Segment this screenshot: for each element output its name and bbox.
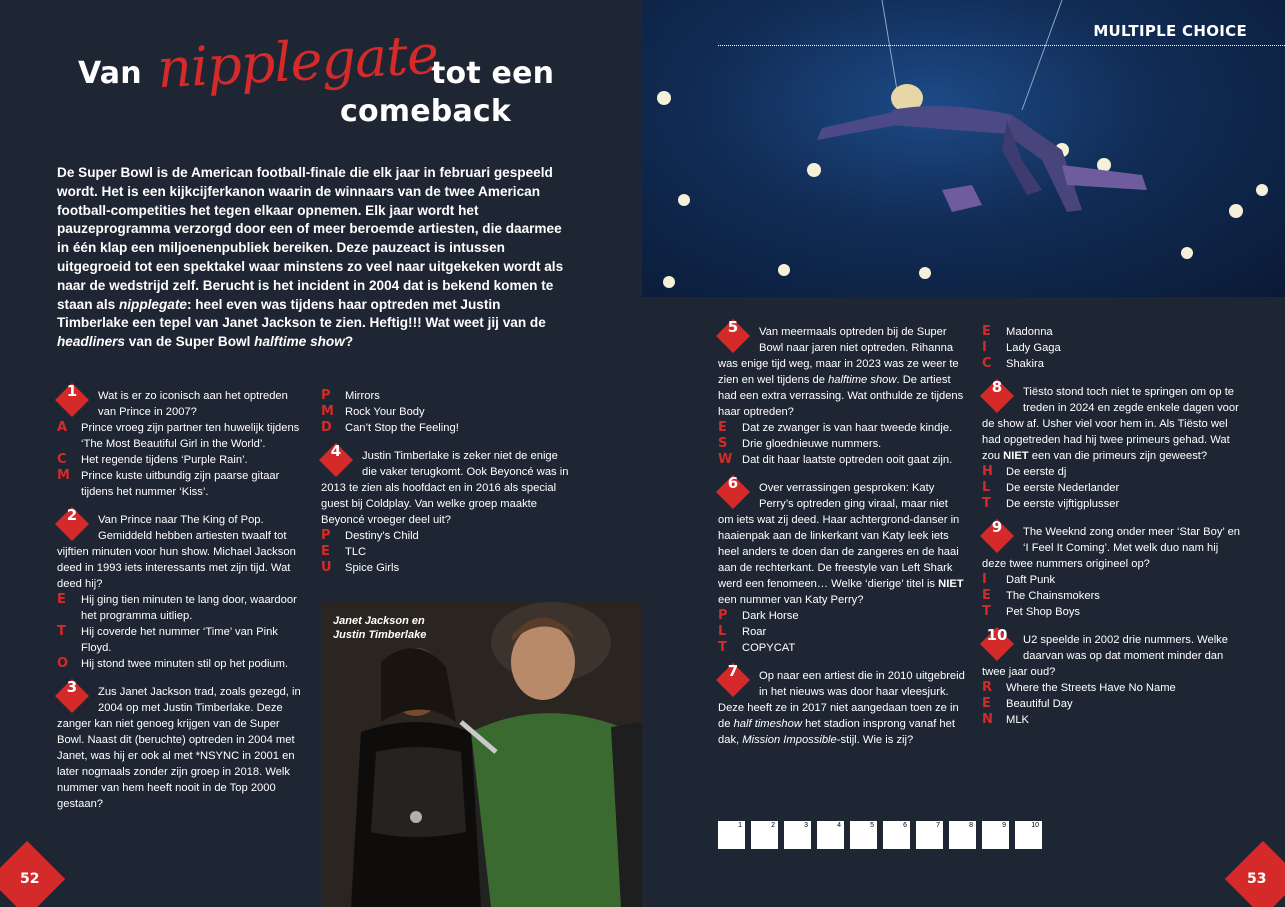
option-b[interactable]: I Lady Gaga: [982, 340, 1061, 355]
performers-illustration: [321, 602, 642, 907]
answer-box[interactable]: 1: [718, 821, 745, 849]
option-c[interactable]: T Pet Shop Boys: [982, 604, 1081, 619]
answer-box[interactable]: 10: [1015, 821, 1042, 849]
lady-gaga-photo: [642, 0, 1285, 297]
question-2: [57, 506, 305, 672]
question-3: [57, 678, 305, 812]
answer-box[interactable]: 8: [949, 821, 976, 849]
option-b[interactable]: T Hij coverde het nummer ‘Time’ van Pink Floyd.: [57, 624, 278, 654]
question-text: Tiësto stond toch niet te springen om op te treden in 2024 en zegde enkele dagen voor de show af. Usher viel voor hem in. Als Tiësto wel had opgetreden had hij twee primeurs gehad. Wat zou NIET een van die primeurs zijn geweest?: [982, 386, 1239, 462]
right-column-2: [982, 324, 1244, 740]
option-b[interactable]: L Roar: [718, 624, 767, 639]
option-c[interactable]: N MLK: [982, 712, 1030, 727]
question-6: [718, 474, 966, 656]
question-number-badge: 5: [715, 318, 751, 354]
question-10: [982, 626, 1244, 728]
title-script-word: nipplegate: [155, 22, 440, 101]
option-c[interactable]: D Can’t Stop the Feeling!: [321, 420, 459, 435]
answer-box[interactable]: 7: [916, 821, 943, 849]
question-text: Op naar een artiest die in 2010 uitgebreid in het nieuws was door haar vleesjurk. Deze heeft ze in 2017 niet aangedaan toen ze in de half timeshow het stadion insprong vanaf het dak, Mission Impossible-stijl. Wie is zij?: [718, 670, 965, 746]
option-a[interactable]: I Daft Punk: [982, 572, 1056, 587]
question-number-badge: 10: [979, 626, 1015, 662]
question-text: Justin Timberlake is zeker niet de enige die vaker terugkomt. Ook Beyoncé was in 2013 te zien als hoofdact en in 2016 als special guest bij Coldplay. Van welke groep maakte Beyoncé vroeger deel uit?: [321, 450, 569, 526]
question-text: Van Prince naar The King of Pop. Gemiddeld hebben artiesten twaalf tot vijftien minuten voor hun show. Michael Jackson deed in 1993 iets interessants met zijn tijd. Wat deed hij?: [57, 514, 296, 590]
title-part1: Van: [78, 56, 142, 91]
option-a[interactable]: H De eerste dj: [982, 464, 1067, 479]
option-b[interactable]: C Het regende tijdens ‘Purple Rain’.: [57, 452, 248, 467]
question-5: [718, 318, 966, 468]
option-c[interactable]: T De eerste vijftigplusser: [982, 496, 1120, 511]
option-a[interactable]: P Mirrors: [321, 388, 380, 403]
page-number-right: 53: [1222, 838, 1285, 907]
question-text: Over verrassingen gesproken: Katy Perry’s optreden ging viraal, maar niet om iets wat zij deed. Haar achtergrond-danser in haaienpak aan de linkerkant van Katy leek iets heel anders te doen dan de zangeres en de haai aan de rechterkant. De freestyle van Left Shark werd een fenomeen… Welke ‘dierige’ titel is NIET een nummer van Katy Perry?: [718, 482, 964, 606]
left-column-1: [57, 382, 305, 824]
question-number-badge: 8: [979, 378, 1015, 414]
answer-box[interactable]: 2: [751, 821, 778, 849]
question-text: Van meermaals optreden bij de Super Bowl naar jaren niet optreden. Rihanna was enige tijd weg, maar in 2023 was ze weer te zien en wel tijdens de halftime show. De artiest had een extra verrassing. Wat onthulde ze tijdens haar optreden?: [718, 326, 964, 418]
option-c[interactable]: O Hij stond twee minuten stil op het podium.: [57, 656, 289, 671]
janet-justin-photo: [321, 602, 642, 907]
option-a[interactable]: P Destiny’s Child: [321, 528, 419, 543]
title-part3: comeback: [340, 94, 512, 129]
photo-caption: Janet Jackson en Justin Timberlake: [333, 615, 427, 641]
question-number-badge: 7: [715, 662, 751, 698]
title-part2: tot een: [431, 56, 555, 91]
section-divider: [718, 45, 1285, 46]
question-number-badge: 3: [54, 678, 90, 714]
option-a[interactable]: E Dat ze zwanger is van haar tweede kindje.: [718, 420, 953, 435]
question-7-options: [982, 324, 1244, 372]
option-a[interactable]: P Dark Horse: [718, 608, 799, 623]
question-number-badge: 4: [318, 442, 354, 478]
answer-box[interactable]: 4: [817, 821, 844, 849]
left-page: [0, 0, 642, 907]
option-c[interactable]: U Spice Girls: [321, 560, 400, 575]
question-4: [321, 442, 571, 576]
question-9: [982, 518, 1244, 620]
option-c[interactable]: T COPYCAT: [718, 640, 796, 655]
right-page: [642, 0, 1285, 907]
answer-box[interactable]: 9: [982, 821, 1009, 849]
question-number-badge: 6: [715, 474, 751, 510]
answer-box[interactable]: 6: [883, 821, 910, 849]
answer-boxes: [718, 821, 1042, 849]
question-text: Wat is er zo iconisch aan het optreden van Prince in 2007?: [98, 390, 288, 418]
page-number-left: 52: [0, 838, 56, 907]
section-label: MULTIPLE CHOICE: [1093, 22, 1247, 40]
option-c[interactable]: W Dat dit haar laatste optreden ooit gaat zijn.: [718, 452, 953, 467]
answer-box[interactable]: 3: [784, 821, 811, 849]
option-b[interactable]: L De eerste Nederlander: [982, 480, 1120, 495]
question-7: [718, 662, 966, 748]
option-b[interactable]: E Beautiful Day: [982, 696, 1073, 711]
option-c[interactable]: M Prince kuste uitbundig zijn paarse gitaar tijdens het nummer ‘Kiss’.: [57, 468, 280, 498]
option-a[interactable]: R Where the Streets Have No Name: [982, 680, 1176, 695]
intro-paragraph: De Super Bowl is de American football-finale die elk jaar in februari gespeeld wordt. Het is een kijkcijferkanon waarin de winnaars van de twee American football-competities het tegen elkaar opnemen. Elk jaar wordt het pauzeprogramma verzorgd door een of meer beroemde artiesten, die daarmee in één klap een miljoenenpubliek bereiken. Deze pauzeact is intussen uitgegroeid tot een spektakel waar minstens zo veel naar uitgekeken wordt als naar de wedstrijd zelf. Berucht is het incident in 2004 dat is bekend komen te staan als nipplegate: heel even was tijdens haar optreden met Justin Timberlake een tepel van Janet Jackson te zien. Heftig!!! Wat weet jij van de headliners van de Super Bowl halftime show?: [57, 165, 564, 350]
question-3-options: [321, 388, 571, 436]
question-number-badge: 9: [979, 518, 1015, 554]
question-text: U2 speelde in 2002 drie nummers. Welke daarvan was op dat moment minder dan twee jaar oud?: [982, 634, 1229, 678]
question-number-badge: 2: [54, 506, 90, 542]
option-c[interactable]: C Shakira: [982, 356, 1044, 371]
option-b[interactable]: S Drie gloednieuwe nummers.: [718, 436, 882, 451]
question-text: Zus Janet Jackson trad, zoals gezegd, in 2004 op met Justin Timberlake. Deze zanger kan niet genoeg krijgen van de Super Bowl. Naast dit (beruchte) optreden in 2004 met Janet, was hij er ook al met *NSYNC in 2001 en later nogmaals zonder zijn groep in 2018. Welk nummer van hem heeft nooit in de Top 2000 gestaan?: [57, 686, 301, 810]
question-8: [982, 378, 1244, 512]
question-text: The Weeknd zong onder meer ‘Star Boy’ en ‘I Feel It Coming’. Met welk duo nam hij deze twee nummers origineel op?: [982, 526, 1241, 570]
right-column-1: [718, 318, 966, 760]
option-a[interactable]: E Madonna: [982, 324, 1053, 339]
question-number-badge: 1: [54, 382, 90, 418]
question-1: [57, 382, 305, 500]
option-b[interactable]: E TLC: [321, 544, 367, 559]
option-b[interactable]: M Rock Your Body: [321, 404, 425, 419]
option-a[interactable]: E Hij ging tien minuten te lang door, waardoor het programma uitliep.: [57, 592, 297, 622]
answer-box[interactable]: 5: [850, 821, 877, 849]
option-b[interactable]: E The Chainsmokers: [982, 588, 1100, 603]
left-column-2: [321, 388, 571, 588]
option-a[interactable]: A Prince vroeg zijn partner ten huwelijk tijdens ‘The Most Beautiful Girl in the World’.: [57, 420, 300, 450]
